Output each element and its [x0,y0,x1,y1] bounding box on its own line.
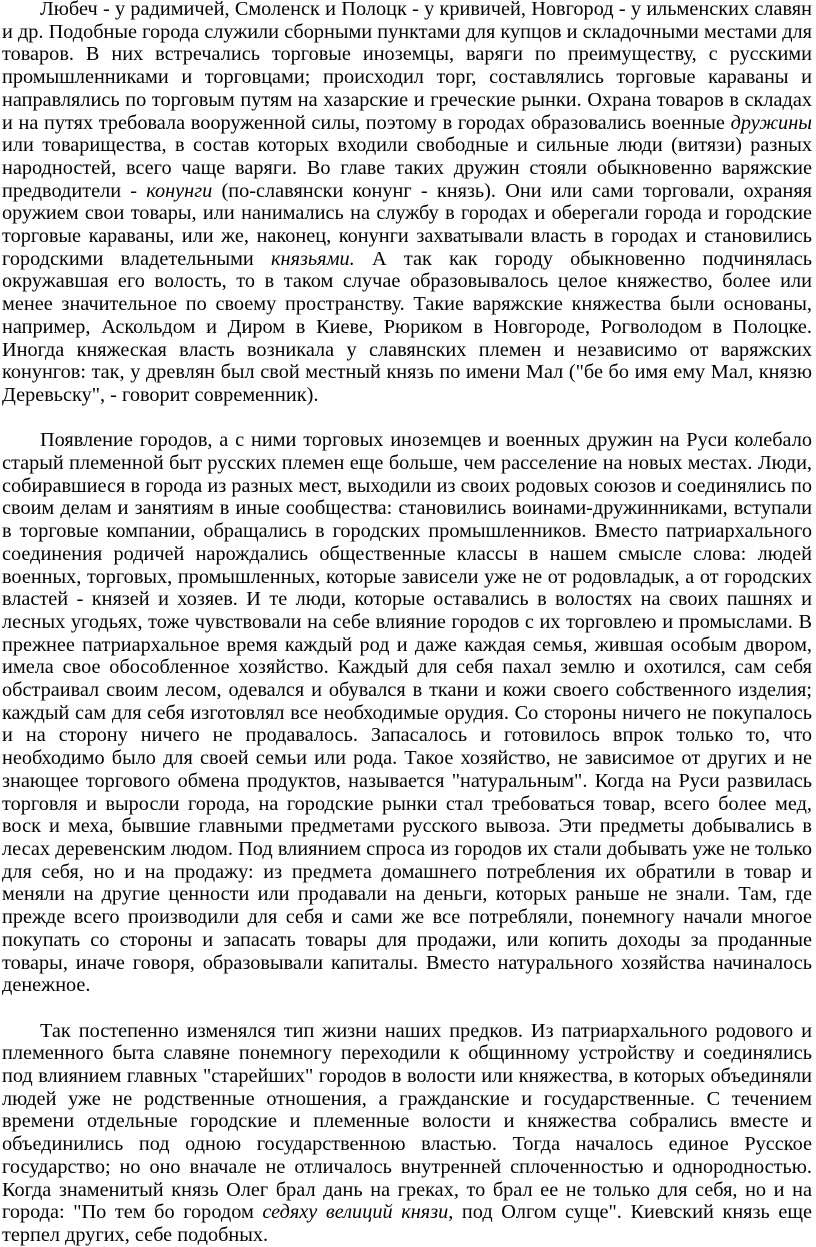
text-run: А так как городу обыкновенно подчинялась окружавшая его волость, то в таком случае образовывалось целое княжество, более или менее значительное по своему пространству. Такие варяжские княжества были основаны, например, Аскольдом и Диром в Киеве, Рюриком в Новгороде, Рогволодом в Полоцке. Иногда княжеская власть возникала у славянских племен и независимо от варяжских конунгов: так, у древлян был свой местный князь по имени Мал ("бе бо имя ему Мал, князю Деревьску", - говорит современник). [2,247,812,406]
italic-term-knyazyami: князьями. [271,247,355,270]
text-run: под Олгом суще". Киевский князь еще терпел других, себе подобных. [2,1201,812,1246]
italic-quote: седяху велиций князи, [262,1201,454,1224]
paragraph [2,429,812,997]
text-run: Появление городов, а с ними торговых иноземцев и военных дружин на Руси колебало старый племенной быт русских племен еще больше, чем расселение на новых местах. Люди, собиравшиеся в города из разных мест, выходили из своих родовых союзов и соединялись по своим делам и занятиям в иные сообщества: становились воинами-дружинниками, вступали в торговые компании, обращались в городских промышленников. Вместо патриархального соединения родичей нарождались общественные классы в нашем смысле слова: людей военных, торговых, промышленных, которые зависели уже не от родовладык, а от городских властей - князей и хозяев. И те люди, которые оставались в волостях на своих пашнях и лесных угодьях, тоже чувствовали на себе влияние городов с их торговлею и промыслами. В прежнее патриархальное время каждый род и даже каждая семья, жившая особым двором, имела свое обособленное хозяйство. Каждый для себя пахал землю и охотился, сам себя обстраивал своим лесом, одевался и обувался в ткани и кожи своего собственного изделия; каждый сам для себя изготовлял все необходимые орудия. Со стороны ничего не покупалось и на сторону ничего не продавалось. Запасалось и готовилось впрок только то, что необходимо было для своей семьи или рода. Такое хозяйство, не зависимое от других и не знающее торгового обмена продуктов, называется "натуральным". Когда на Руси развилась торговля и выросли города, на городские рынки стал требоваться товар, всего более мед, воск и меха, бывшие главными предметами русского вывоза. Эти предметы добывались в лесах деревенским людом. Под влиянием спроса из городов их стали добывать уже не только для себя, но и на продажу: из предмета домашнего потребления их обратили в товар и меняли на другие ценности или продавали на деньги, которых раньше не знали. Там, где прежде всего производили для себя и сами же все потребляли, понемногу начали многое покупать со стороны и запасать товары для продажи, или копить доходы за проданные товары, иначе говоря, образовывали капиталы. Вместо натурального хозяйства начиналось денежное. [2,429,812,997]
paragraph [2,1020,812,1247]
italic-term-druzhiny: дружины [730,111,812,134]
text-run: Любеч - у радимичей, Смоленск и Полоцк - у кривичей, Новгород - у ильменских славян и др. Подобные города служили сборными пунктами для купцов и складочными местами для товаров. В них встречались торговые иноземцы, варяги по преимуществу, с русскими промышленниками и торговцами; происходил торг, составлялись торговые караваны и направлялись по торговым путям на хазарские и греческие рынки. Охрана товаров в складах и на путях требовала вооруженной силы, поэтому в городах образовались военные [2,0,812,134]
paragraph [2,0,812,407]
text-run: Так постепенно изменялся тип жизни наших предков. Из патриархального родового и племенного быта славяне понемногу переходили к общинному устройству и соединялись под влиянием главных "старейших" городов в волости или княжества, в которых объединяли людей уже не родственные отношения, а гражданские и государственные. С течением времени отдельные городские и племенные волости и княжества собрались вместе и объединились под одною государственною властью. Тогда началось единое Русское государство; но оно вначале не отличалось внутренней сплоченностью и однородностью. Когда знаменитый князь Олег брал дань на греках, то брал ее не только для себя, но и на города: "По тем бо городом [2,1019,812,1224]
italic-term-konungi: конунги [146,179,213,202]
text-run: или товарищества, в состав которых входили свободные и сильные люди (витязи) разных народностей, всего чаще варяги. Во главе таких дружин стояли обыкновенно варяжские предводители - [2,134,812,202]
text-run: (по-славянски конунг - князь). Они или сами торговали, охраняя оружием свои товары, или нанимались на службу в городах и оберегали города и городские торговые караваны, или же, наконец, конунги захватывали власть в городах и становились городскими владетельными [2,179,812,270]
